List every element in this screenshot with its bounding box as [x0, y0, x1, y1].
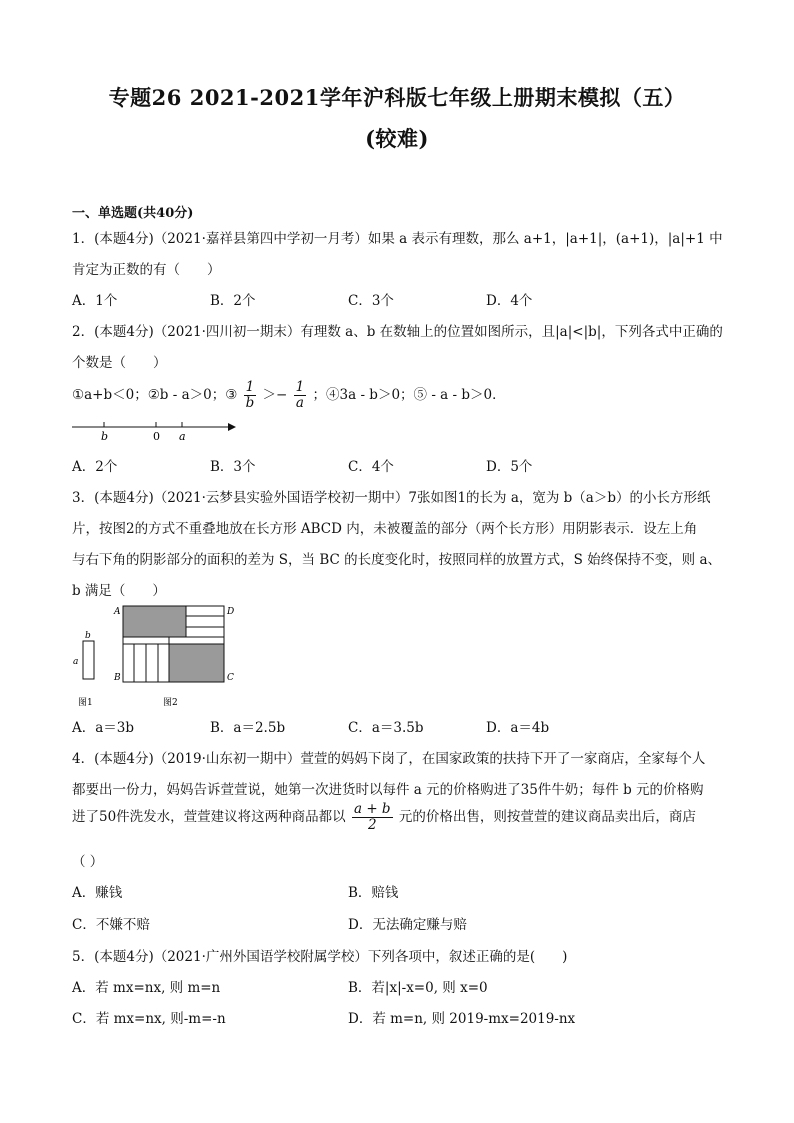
q5-option-b[interactable]: B．若|x|-x=0, 则 x=0 — [348, 980, 488, 996]
svg-text:D: D — [227, 607, 235, 617]
q4-option-c[interactable]: C．不嫌不赔 — [72, 917, 150, 933]
q4-line2: 都要出一份力，妈妈告诉萱萱说，她第一次进货时以每件 a 元的价格购进了35件牛奶；每件 b 元的价格购 — [72, 782, 704, 798]
q4-line3-part1: 进了50件洗发水，萱萱建议将这两种商品都以 — [72, 809, 346, 825]
q2-number-line — [70, 418, 240, 444]
page-title: 专题26 2021-2021学年沪科版七年级上册期末模拟（五） — [108, 85, 686, 110]
q1-option-b[interactable]: B．2个 — [210, 293, 256, 309]
svg-text:图2: 图2 — [163, 698, 178, 708]
q4-line1: 4．(本题4分)（2019·山东初一期中）萱萱的妈妈下岗了，在国家政策的扶持下开了一家商店，全家每个人 — [72, 751, 706, 767]
q5-line1: 5．(本题4分)（2021·广州外国语学校附属学校）下列各项中，叙述正确的是( ) — [72, 949, 568, 965]
q5-option-d[interactable]: D．若 m=n, 则 2019-mx=2019-nx — [348, 1011, 576, 1027]
q3-line2: 片，按图2的方式不重叠地放在长方形 ABCD 内，未被覆盖的部分（两个长方形）用阴影表示．设左上角 — [72, 521, 698, 537]
svg-text:图1: 图1 — [78, 698, 93, 708]
q5-option-a[interactable]: A．若 mx=nx, 则 m=n — [72, 980, 221, 996]
q3-option-d[interactable]: D．a＝4b — [486, 720, 550, 736]
svg-text:b: b — [85, 631, 91, 641]
q2-option-a[interactable]: A．2个 — [72, 459, 118, 475]
page-subtitle: (较难) — [365, 126, 429, 151]
q1-line2: 肯定为正数的有（ ） — [72, 262, 221, 278]
q4-option-b[interactable]: B．赔钱 — [348, 885, 399, 901]
svg-text:B: B — [114, 673, 121, 683]
q2-option-d[interactable]: D．5个 — [486, 459, 533, 475]
q1-option-d[interactable]: D．4个 — [486, 293, 533, 309]
q3-option-c[interactable]: C．a＝3.5b — [348, 720, 424, 736]
q2-line2: 个数是（ ） — [72, 355, 167, 371]
q3-line1: 3．(本题4分)（2021·云梦县实验外国语学校初一期中）7张如图1的长为 a，宽为 b（a＞b）的小长方形纸 — [72, 490, 711, 506]
q2-expr-part1: ①a+b＜0；②b - a＞0；③ — [72, 387, 238, 403]
q1-option-c[interactable]: C．3个 — [348, 293, 394, 309]
q3-line3: 与右下角的阴影部分的面积的差为 S，当 BC 的长度变化时，按照同样的放置方式，S 始终保持不变，则 a、 — [72, 552, 722, 568]
q3-option-b[interactable]: B．a＝2.5b — [210, 720, 286, 736]
q1-option-a[interactable]: A．1个 — [72, 293, 118, 309]
axis-label-a: a — [179, 430, 186, 443]
q4-option-a[interactable]: A．赚钱 — [72, 885, 123, 901]
q1-line1: 1．(本题4分)（2021·嘉祥县第四中学初一月考）如果 a 表示有理数，那么 a+1，|a+1|，(a+1)，|a|+1 中 — [72, 231, 723, 247]
q2-expr-gt: ＞− — [262, 387, 288, 403]
q2-option-b[interactable]: B．3个 — [210, 459, 256, 475]
svg-text:C: C — [227, 673, 234, 683]
q2-expr-part2: ；④3a - b＞0；⑤ - a - b＞0． — [312, 387, 506, 403]
svg-text:a: a — [73, 657, 79, 667]
q4-fraction-a-plus-b-over-2: $\frac{a + b}{2}$ — [353, 801, 391, 833]
q4-line4: （ ） — [72, 854, 104, 870]
axis-label-b: b — [101, 430, 109, 443]
q3-figures — [70, 600, 250, 710]
section-title: 一、单选题(共40分) — [72, 206, 194, 221]
q2-line1: 2．(本题4分)（2021·四川初一期末）有理数 a、b 在数轴上的位置如图所示，且|a|<|b|，下列各式中正确的 — [72, 324, 723, 340]
q3-option-a[interactable]: A．a＝3b — [72, 720, 135, 736]
q4-line3-part2: 元的价格出售，则按萱萱的建议商品卖出后，商店 — [398, 809, 696, 825]
shaded-top-left — [123, 606, 186, 637]
q3-figure-2 — [113, 606, 234, 708]
q2-fraction-1-over-b: $\frac{1}{b}$ — [245, 379, 255, 411]
q3-line4: b 满足（ ） — [72, 583, 166, 599]
q3-figure-1 — [73, 631, 94, 708]
shaded-bottom-right — [169, 644, 224, 682]
q2-expressions — [72, 380, 506, 411]
q5-option-c[interactable]: C．若 mx=nx, 则-m=-n — [72, 1011, 226, 1027]
q2-fraction-1-over-a: $\frac{1}{a}$ — [295, 379, 305, 411]
svg-text:A: A — [114, 607, 121, 617]
q4-line3 — [72, 802, 696, 833]
q2-option-c[interactable]: C．4个 — [348, 459, 394, 475]
q4-option-d[interactable]: D．无法确定赚与赔 — [348, 917, 467, 933]
axis-label-0: 0 — [153, 430, 160, 443]
